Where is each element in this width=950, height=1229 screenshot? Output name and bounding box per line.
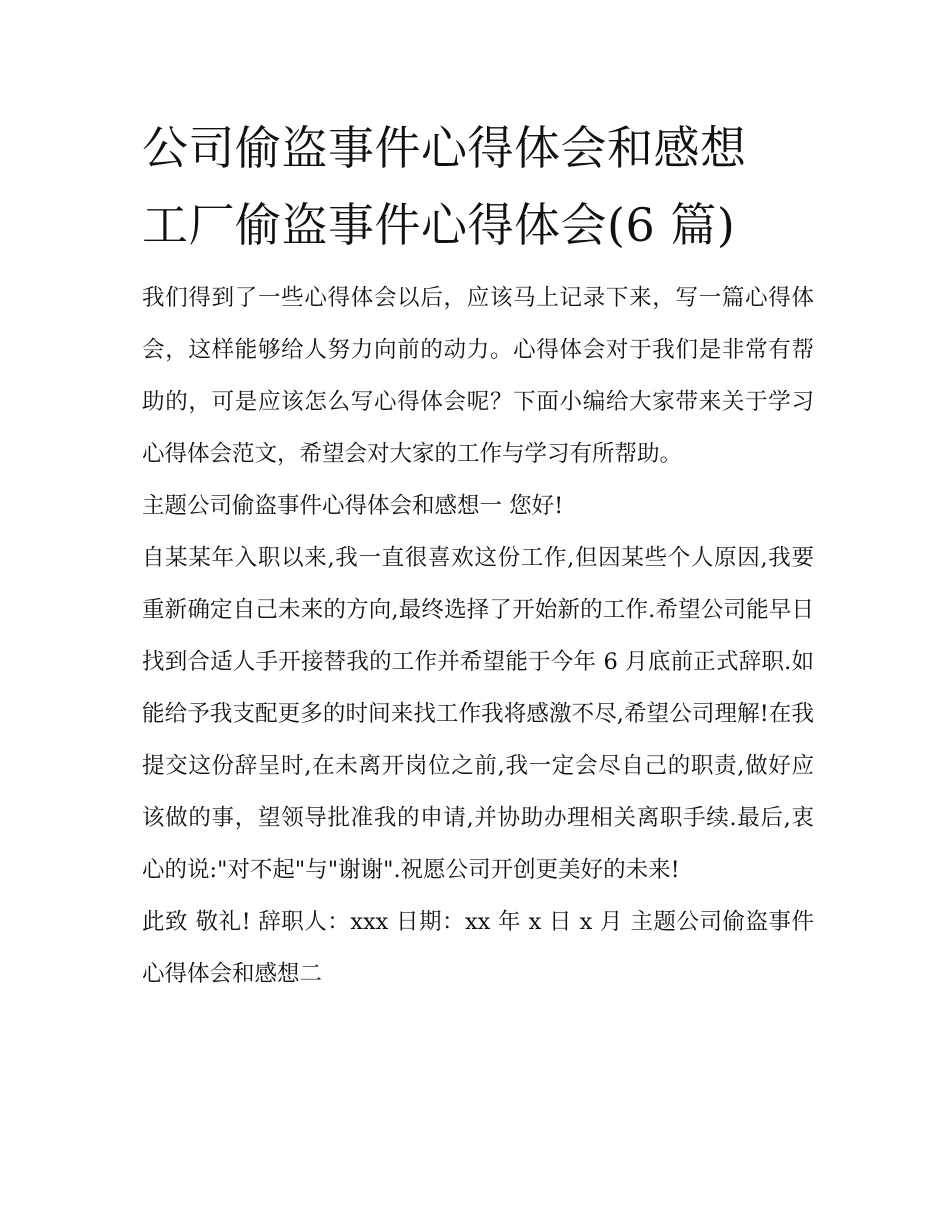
document-page bbox=[142, 110, 814, 1000]
title-line-1: 公司偷盗事件心得体会和感想 bbox=[142, 121, 747, 175]
closing-paragraph: 此致 敬礼! 辞职人：xxx 日期：xx 年 x 日 x 月 主题公司偷盗事件心得体会和感想二 bbox=[142, 909, 814, 987]
intro-paragraph: 我们得到了一些心得体会以后，应该马上记录下来，写一篇心得体会，这样能够给人努力向前的动力。心得体会对于我们是非常有帮助的，可是应该怎么写心得体会呢？下面小编给大家带来关于学习心得体会范文，希望会对大家的工作与学习有所帮助。 bbox=[142, 285, 814, 467]
section-heading-paragraph: 主题公司偷盗事件心得体会和感想一 您好! bbox=[142, 493, 564, 519]
letter-body-paragraph: 自某某年入职以来,我一直很喜欢这份工作,但因某些个人原因,我要重新确定自己未来的方向,最终选择了开始新的工作.希望公司能早日找到合适人手开接替我的工作并希望能于今年 6 月底前正式辞职.如能给予我支配更多的时间来找工作我将感激不尽,希望公司理解!在我提交这份辞呈时,在未离开岗位之前,我一定会尽自己的职责,做好应该做的事，望领导批准我的申请,并协助办理相关离职手续.最后,衷心的说:"对不起"与"谢谢".祝愿公司开创更美好的未来! bbox=[142, 545, 814, 883]
document-title bbox=[142, 110, 814, 264]
document-body bbox=[142, 272, 814, 1000]
title-line-2: 工厂偷盗事件心得体会(6 篇) bbox=[142, 198, 736, 252]
